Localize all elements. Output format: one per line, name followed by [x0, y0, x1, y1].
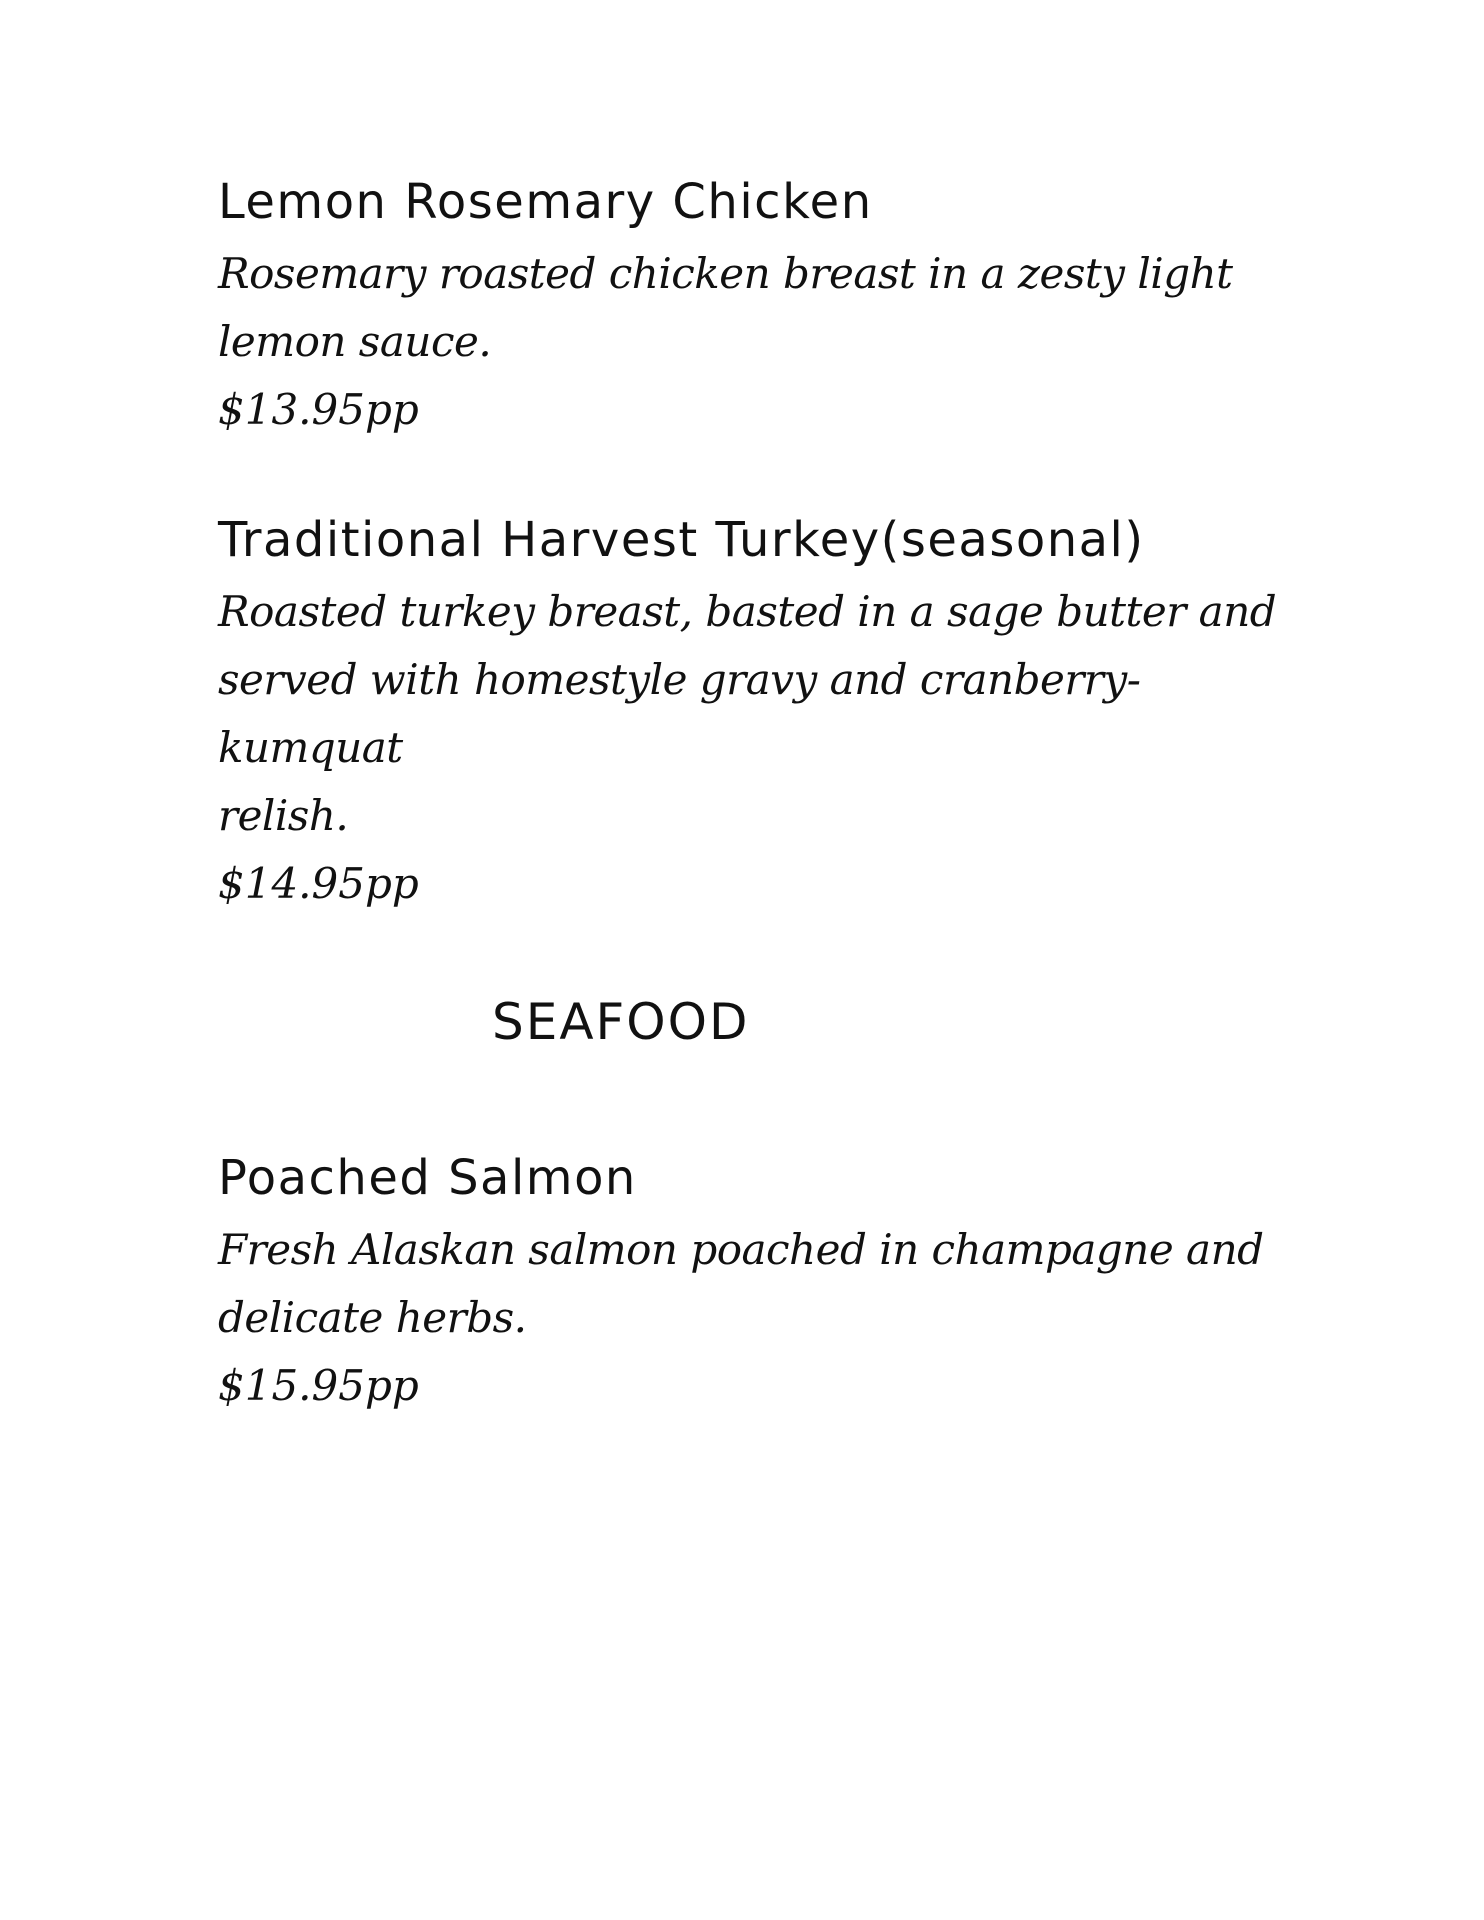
description-line: served with homestyle gravy and cranberry-kumquat: [218, 655, 1141, 772]
menu-item-description: [218, 240, 1318, 376]
description-line: Fresh Alaskan salmon poached in champagne and: [218, 1225, 1264, 1274]
description-line: lemon sauce.: [218, 317, 492, 366]
menu-item-lemon-rosemary-chicken: [218, 172, 1318, 444]
menu-item-description: [218, 578, 1318, 850]
description-line: delicate herbs.: [218, 1293, 527, 1342]
menu-item-price: $14.95pp: [218, 859, 419, 908]
menu-item-poached-salmon: [218, 1148, 1318, 1420]
menu-item-title: Lemon Rosemary Chicken: [218, 174, 873, 230]
menu-item-price: $13.95pp: [218, 385, 419, 434]
description-line: Roasted turkey breast, basted in a sage butter and: [218, 587, 1277, 636]
section-heading-seafood: SEAFOOD: [492, 993, 750, 1051]
menu-item-traditional-harvest-turkey: [218, 510, 1318, 918]
menu-item-title: Traditional Harvest Turkey(seasonal): [218, 512, 1145, 568]
menu-item-title: Poached Salmon: [218, 1150, 637, 1206]
description-line: relish.: [218, 791, 349, 840]
description-line: Rosemary roasted chicken breast in a zesty light: [218, 249, 1233, 298]
menu-item-description: [218, 1216, 1318, 1352]
menu-item-price: $15.95pp: [218, 1361, 419, 1410]
